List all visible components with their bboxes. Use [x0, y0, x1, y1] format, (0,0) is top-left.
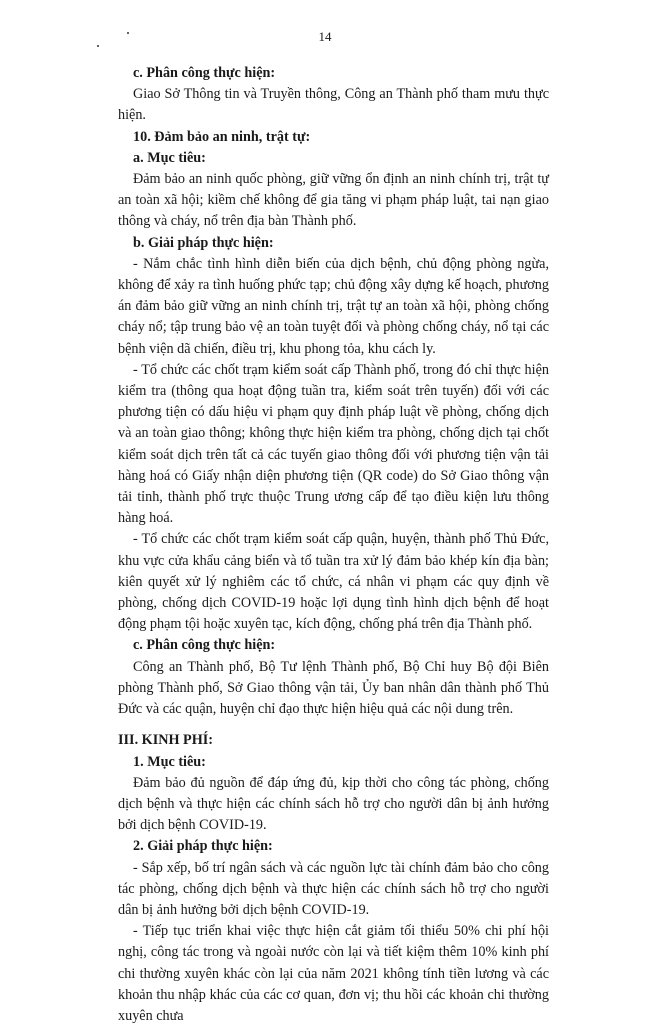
- paragraph: Giao Sở Thông tin và Truyền thông, Công an Thành phố tham mưu thực hiện.: [118, 86, 549, 124]
- chapter-heading: III. KINH PHÍ:: [118, 732, 213, 749]
- section-heading: c. Phân công thực hiện:: [133, 65, 276, 81]
- paragraph: - Tổ chức các chốt trạm kiểm soát cấp Thành phố, trong đó chỉ thực hiện kiểm tra (thông qua hoạt động tuần tra, kiểm soát trên tuyến) đối với các phương tiện có dấu hiệu vi phạm quy định pháp luật về phòng, chống dịch và an toàn giao thông; không thực hiện kiểm tra phòng, chống dịch tại chốt kiểm soát dịch trên tất cả các tuyến giao thông đối với phương tiện vận tải hàng hoá có Giấy nhận diện phương tiện (QR code) do Sở Giao thông vận tải tỉnh, thành phố trực thuộc Trung ương cấp để tạo điều kiện lưu thông hàng hoá.: [118, 361, 549, 527]
- section-heading: 10. Đảm bảo an ninh, trật tự:: [133, 128, 311, 145]
- paragraph: - Tổ chức các chốt trạm kiểm soát cấp quận, huyện, thành phố Thủ Đức, khu vực cửa khẩu cảng biển và tổ tuần tra xử lý đảm bảo khép kín địa bàn; kiên quyết xử lý nghiêm các tổ chức, cá nhân vi phạm các quy định về phòng, chống dịch COVID-19 hoặc lợi dụng tình hình dịch bệnh để hoạt động phạm tội hoặc xuyên tạc, kích động, chống phá trên địa Thành phố.: [118, 531, 549, 633]
- paragraph: Đảm bảo an ninh quốc phòng, giữ vững ổn định an ninh chính trị, trật tự an toàn xã hội; kiềm chế không để gia tăng vi phạm pháp luật, tai nạn giao thông và cháy, nổ trên địa bàn Thành phố.: [118, 171, 549, 230]
- paragraph: Đảm bảo đủ nguồn để đáp ứng đủ, kịp thời cho công tác phòng, chống dịch bệnh và thực hiện các chính sách hỗ trợ cho người dân bị ảnh hưởng bởi dịch bệnh COVID-19.: [118, 774, 549, 834]
- scan-speck: [127, 32, 129, 34]
- section-heading: 1. Mục tiêu:: [133, 753, 206, 770]
- section-heading: a. Mục tiêu:: [133, 149, 206, 166]
- document-body: [118, 63, 549, 1027]
- paragraph: - Sắp xếp, bố trí ngân sách và các nguồn lực tài chính đảm bảo cho công tác phòng, chống dịch bệnh và thực hiện các chính sách hỗ trợ cho người dân bị ảnh hưởng bởi dịch bệnh COVID-19.: [118, 859, 549, 918]
- section-heading: 2. Giải pháp thực hiện:: [133, 838, 273, 855]
- paragraph: - Tiếp tục triển khai việc thực hiện cắt giảm tối thiểu 50% chi phí hội nghị, công tác trong và ngoài nước còn lại và tiết kiệm thêm 10% kinh phí chi thường xuyên khác còn lại của năm 2021 không tính tiền lương và các khoản thu nhập khác của các cơ quan, đơn vị; thu hồi các khoản chi thường xuyên chưa: [118, 923, 549, 1024]
- scan-speck: [97, 45, 99, 47]
- section-heading: b. Giải pháp thực hiện:: [133, 234, 274, 251]
- page-number: 14: [318, 29, 332, 44]
- paragraph: - Nắm chắc tình hình diễn biến của dịch bệnh, chủ động phòng ngừa, không để xảy ra tình huống phức tạp; chủ động xây dựng kế hoạch, phương án đảm bảo giữ vững an ninh chính trị, trật tự an toàn xã hội, phòng chống cháy nổ; tập trung bảo vệ an toàn tuyệt đối và phòng chống cháy, nổ tại các bệnh viện dã chiến, điều trị, khu phong tỏa, khu cách ly.: [118, 255, 549, 357]
- section-heading: c. Phân công thực hiện:: [133, 637, 276, 654]
- paragraph: Công an Thành phố, Bộ Tư lệnh Thành phố, Bộ Chỉ huy Bộ đội Biên phòng Thành phố, Sở Giao thông vận tải, Ủy ban nhân dân thành phố Thủ Đức và các quận, huyện chỉ đạo thực hiện hiệu quả các nội dung trên.: [118, 658, 549, 718]
